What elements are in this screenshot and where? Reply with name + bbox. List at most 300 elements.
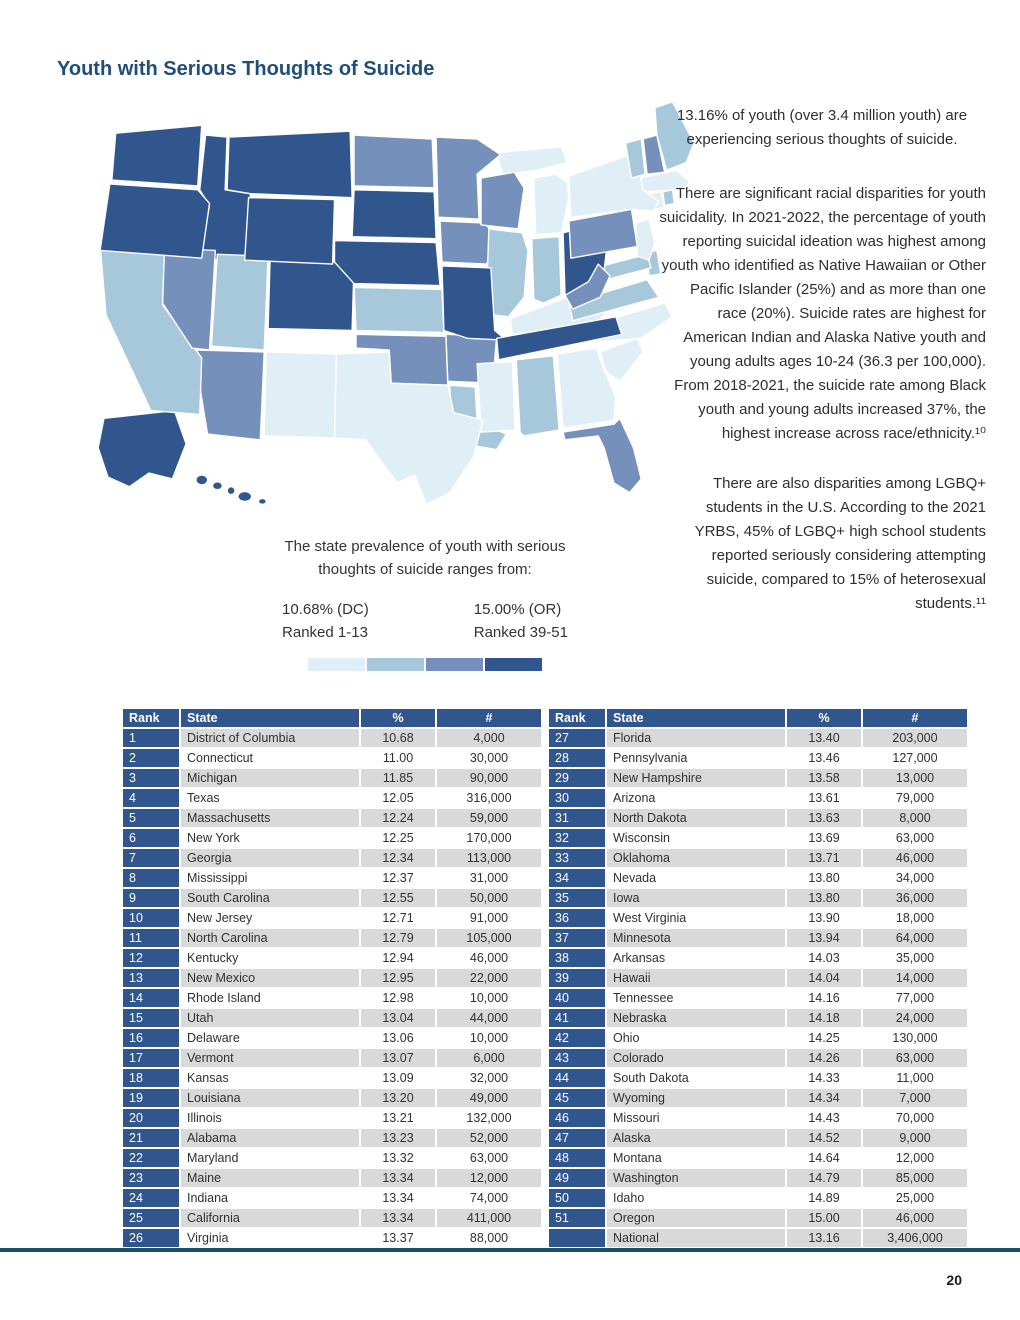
count-cell: 70,000 [862,1108,968,1128]
state-row [548,988,968,1008]
count-cell: 91,000 [436,908,542,928]
state-row [548,808,968,828]
percent-cell: 14.79 [786,1168,862,1188]
state-cell: Kansas [180,1068,360,1088]
state-cell: Pennsylvania [606,748,786,768]
state-az [194,350,264,440]
count-cell: 85,000 [862,1168,968,1188]
count-cell: 35,000 [862,948,968,968]
percent-cell: 14.89 [786,1188,862,1208]
percent-cell: 13.61 [786,788,862,808]
rank-cell: 29 [548,768,606,788]
count-cell: 113,000 [436,848,542,868]
percent-cell: 13.34 [360,1168,436,1188]
count-cell: 49,000 [436,1088,542,1108]
header-row [122,708,542,728]
state-row [548,748,968,768]
state-row [122,1048,542,1068]
state-cell: South Dakota [606,1068,786,1088]
state-cell: South Carolina [180,888,360,908]
legend-swatch [485,658,542,671]
state-cell: District of Columbia [180,728,360,748]
count-cell: 7,000 [862,1088,968,1108]
state-row [548,968,968,988]
state-cell: Hawaii [606,968,786,988]
rank-cell: 43 [548,1048,606,1068]
state-wy [245,198,335,264]
state-cell: Tennessee [606,988,786,1008]
rank-cell: 6 [122,828,180,848]
state-cell: Virginia [180,1228,360,1248]
state-row [122,1128,542,1148]
percent-cell: 12.34 [360,848,436,868]
state-cell: New Hampshire [606,768,786,788]
rank-cell: 47 [548,1128,606,1148]
lgbq-disparities-paragraph: There are also disparities among LGBQ+ students in the U.S. According to the 2021 YRBS, 45% of LGBQ+ high school students reported seriously considering attempting suicide, compared to 15% of heterosexual students.¹¹ [694,475,986,612]
state-cell: Florida [606,728,786,748]
state-row [122,848,542,868]
percent-cell: 14.34 [786,1088,862,1108]
percent-cell: 13.94 [786,928,862,948]
count-cell: 13,000 [862,768,968,788]
percent-cell: 12.71 [360,908,436,928]
column-header-state: State [606,708,786,728]
count-cell: 10,000 [436,1028,542,1048]
percent-cell: 12.25 [360,828,436,848]
range-high-label: Ranked 39-51 [473,623,568,641]
rank-cell: 9 [122,888,180,908]
state-cell: Utah [180,1008,360,1028]
map-caption: The state prevalence of youth with serious thoughts of suicide ranges from: [284,538,566,578]
state-cell: Maine [180,1168,360,1188]
map-caption-area [195,536,655,671]
range-low-label: Ranked 1-13 [282,623,368,641]
state-row [548,1028,968,1048]
map-range-low [282,599,369,644]
column-header-percent: % [360,708,436,728]
rank-cell: 14 [122,988,180,1008]
state-row [122,808,542,828]
state-cell: Missouri [606,1108,786,1128]
state-row [122,728,542,748]
rank-cell: 13 [122,968,180,988]
percent-cell: 13.16 [786,1228,862,1248]
count-cell: 170,000 [436,828,542,848]
range-low-value: 10.68% (DC) [282,601,369,618]
state-row [548,888,968,908]
count-cell: 411,000 [436,1208,542,1228]
percent-cell: 12.05 [360,788,436,808]
count-cell: 132,000 [436,1108,542,1128]
percent-cell: 13.80 [786,868,862,888]
rank-cell: 15 [122,1008,180,1028]
rank-cell: 45 [548,1088,606,1108]
percent-cell: 13.07 [360,1048,436,1068]
percent-cell: 13.71 [786,848,862,868]
state-row [548,928,968,948]
state-row [548,1188,968,1208]
state-hi [196,475,266,504]
state-cell: Indiana [180,1188,360,1208]
stat-paragraph: 13.16% of youth (over 3.4 million youth) are experiencing serious thoughts of suicide. [676,107,968,148]
percent-cell: 13.21 [360,1108,436,1128]
state-row [122,988,542,1008]
legend-swatch [426,658,483,671]
rank-cell: 51 [548,1208,606,1228]
column-header-count: # [436,708,542,728]
count-cell: 64,000 [862,928,968,948]
percent-cell: 13.34 [360,1208,436,1228]
state-row [548,1168,968,1188]
percent-cell: 12.79 [360,928,436,948]
count-cell: 63,000 [862,1048,968,1068]
count-cell: 3,406,000 [862,1228,968,1248]
rank-cell: 33 [548,848,606,868]
us-choropleth-map [55,98,700,518]
count-cell: 88,000 [436,1228,542,1248]
percent-cell: 13.90 [786,908,862,928]
rank-cell: 19 [122,1088,180,1108]
rank-cell: 18 [122,1068,180,1088]
state-cell: Vermont [180,1048,360,1068]
percent-cell: 13.46 [786,748,862,768]
rank-cell: 27 [548,728,606,748]
percent-cell: 13.69 [786,828,862,848]
state-cell: Arkansas [606,948,786,968]
state-cell: Idaho [606,1188,786,1208]
sidebar-text [658,104,986,642]
count-cell: 59,000 [436,808,542,828]
state-cell: Louisiana [180,1088,360,1108]
count-cell: 25,000 [862,1188,968,1208]
percent-cell: 11.85 [360,768,436,788]
state-row [122,1188,542,1208]
count-cell: 46,000 [862,1208,968,1228]
count-cell: 74,000 [436,1188,542,1208]
rank-cell: 16 [122,1028,180,1048]
count-cell: 105,000 [436,928,542,948]
count-cell: 90,000 [436,768,542,788]
rank-cell: 20 [122,1108,180,1128]
state-cell: Alabama [180,1128,360,1148]
state-cell: Kentucky [180,948,360,968]
rank-cell: 44 [548,1068,606,1088]
state-cell: Illinois [180,1108,360,1128]
state-nd [354,135,434,188]
state-row [122,828,542,848]
state-row [122,1088,542,1108]
percent-cell: 13.37 [360,1228,436,1248]
state-row [548,948,968,968]
state-row [122,1148,542,1168]
rank-cell: 35 [548,888,606,908]
page-title: Youth with Serious Thoughts of Suicide [57,58,435,80]
percent-cell: 13.80 [786,888,862,908]
state-row [122,928,542,948]
state-cell: Washington [606,1168,786,1188]
percent-cell: 14.04 [786,968,862,988]
rank-cell: 4 [122,788,180,808]
count-cell: 44,000 [436,1008,542,1028]
rank-cell: 1 [122,728,180,748]
count-cell: 12,000 [436,1168,542,1188]
percent-cell: 12.95 [360,968,436,988]
count-cell: 77,000 [862,988,968,1008]
state-cell: Maryland [180,1148,360,1168]
count-cell: 18,000 [862,908,968,928]
percent-cell: 13.32 [360,1148,436,1168]
state-or [100,184,209,258]
rank-cell: 23 [122,1168,180,1188]
state-cell: Wyoming [606,1088,786,1108]
count-cell: 32,000 [436,1068,542,1088]
count-cell: 127,000 [862,748,968,768]
state-row [122,948,542,968]
percent-cell: 12.94 [360,948,436,968]
percent-cell: 12.55 [360,888,436,908]
count-cell: 12,000 [862,1148,968,1168]
percent-cell: 13.20 [360,1088,436,1108]
state-cell: Colorado [606,1048,786,1068]
state-row [122,788,542,808]
rank-cell: 48 [548,1148,606,1168]
state-cell: Arizona [606,788,786,808]
count-cell: 50,000 [436,888,542,908]
column-header-state: State [180,708,360,728]
state-ia [440,221,495,264]
state-row [548,1068,968,1088]
racial-disparities-paragraph: There are significant racial disparities for youth suicidality. In 2021-2022, the percentage of youth reporting suicidal ideation was highest among youth who identified as Native Hawaiian or Other Pacific Islander (25%) and as more than one race (20%). Suicide rates are highest for American Indian and Alaska Native youth and young adults ages 10-24 (36.3 per 100,000). From 2018-2021, the suicide rate among Black youth and young adults increased 37%, the highest increase across race/ethnicity.¹⁰ [659,185,986,442]
rank-cell: 37 [548,928,606,948]
state-mt [227,131,352,197]
count-cell: 4,000 [436,728,542,748]
percent-cell: 10.68 [360,728,436,748]
rank-cell: 41 [548,1008,606,1028]
state-row [548,908,968,928]
state-fl [563,418,641,492]
percent-cell: 14.52 [786,1128,862,1148]
state-cell: Massachusetts [180,808,360,828]
state-row [548,848,968,868]
state-row [122,768,542,788]
percent-cell: 15.00 [786,1208,862,1228]
state-row [122,1228,542,1248]
legend-swatch [367,658,424,671]
rank-cell: 5 [122,808,180,828]
state-row [548,728,968,748]
legend-swatch [308,658,365,671]
state-cell: Montana [606,1148,786,1168]
count-cell: 24,000 [862,1008,968,1028]
state-row [122,1068,542,1088]
count-cell: 31,000 [436,868,542,888]
state-row [122,888,542,908]
state-row [548,868,968,888]
rank-cell: 21 [122,1128,180,1148]
rank-cell: 28 [548,748,606,768]
percent-cell: 11.00 [360,748,436,768]
column-header-count: # [862,708,968,728]
state-row [548,1088,968,1108]
state-cell: Nebraska [606,1008,786,1028]
state-wa [112,125,202,186]
state-row [122,968,542,988]
state-ut [211,254,268,350]
state-cell: Georgia [180,848,360,868]
state-row [122,908,542,928]
percent-cell: 13.58 [786,768,862,788]
page-number: 20 [946,1272,962,1288]
rank-cell: 24 [122,1188,180,1208]
percent-cell: 13.09 [360,1068,436,1088]
state-cell: New Jersey [180,908,360,928]
state-cell: Wisconsin [606,828,786,848]
state-row [548,768,968,788]
rank-cell: 39 [548,968,606,988]
state-cell: Rhode Island [180,988,360,1008]
state-cell: Iowa [606,888,786,908]
state-cell: North Dakota [606,808,786,828]
state-row [122,748,542,768]
state-co [268,260,354,330]
rank-cell: 49 [548,1168,606,1188]
state-row [548,788,968,808]
column-header-rank: Rank [122,708,180,728]
map-legend [195,658,655,671]
state-ks [354,287,444,332]
state-in [532,237,561,303]
rank-cell: 12 [122,948,180,968]
map-section [55,98,700,671]
header-row [548,708,968,728]
state-row [548,1148,968,1168]
state-row [122,868,542,888]
state-rank-table-left [122,708,542,1248]
state-rank-table-right [548,708,968,1248]
percent-cell: 14.43 [786,1108,862,1128]
percent-cell: 14.16 [786,988,862,1008]
state-cell: Delaware [180,1028,360,1048]
rank-cell: 26 [122,1228,180,1248]
rank-cell: 40 [548,988,606,1008]
rank-cell [548,1228,606,1248]
state-cell: Minnesota [606,928,786,948]
count-cell: 46,000 [862,848,968,868]
count-cell: 79,000 [862,788,968,808]
state-nm [264,352,336,438]
state-cell: Alaska [606,1128,786,1148]
state-row [122,1008,542,1028]
state-row [122,1208,542,1228]
rank-cell: 2 [122,748,180,768]
state-ne [335,241,440,286]
state-al [516,356,559,436]
percent-cell: 13.34 [360,1188,436,1208]
rank-cell: 31 [548,808,606,828]
rank-cell: 42 [548,1028,606,1048]
rank-cell: 22 [122,1148,180,1168]
rank-cell: 30 [548,788,606,808]
rank-cell: 10 [122,908,180,928]
rank-cell: 50 [548,1188,606,1208]
column-header-percent: % [786,708,862,728]
state-ak [98,411,186,487]
percent-cell: 13.04 [360,1008,436,1028]
rank-cell: 25 [122,1208,180,1228]
percent-cell: 13.06 [360,1028,436,1048]
percent-cell: 14.33 [786,1068,862,1088]
count-cell: 22,000 [436,968,542,988]
map-range-high [474,599,568,644]
count-cell: 316,000 [436,788,542,808]
state-cell: Texas [180,788,360,808]
state-cell: Ohio [606,1028,786,1048]
state-cell: Mississippi [180,868,360,888]
map-range-row [195,599,655,644]
percent-cell: 12.98 [360,988,436,1008]
count-cell: 46,000 [436,948,542,968]
state-row [122,1168,542,1188]
percent-cell: 12.37 [360,868,436,888]
percent-cell: 12.24 [360,808,436,828]
state-row [548,1048,968,1068]
rank-cell: 17 [122,1048,180,1068]
state-row [548,828,968,848]
count-cell: 10,000 [436,988,542,1008]
count-cell: 36,000 [862,888,968,908]
state-cell: Oklahoma [606,848,786,868]
count-cell: 63,000 [862,828,968,848]
count-cell: 6,000 [436,1048,542,1068]
count-cell: 11,000 [862,1068,968,1088]
percent-cell: 14.03 [786,948,862,968]
rank-cell: 8 [122,868,180,888]
state-cell: Oregon [606,1208,786,1228]
state-cell: National [606,1228,786,1248]
state-cell: Michigan [180,768,360,788]
count-cell: 130,000 [862,1028,968,1048]
count-cell: 63,000 [436,1148,542,1168]
column-header-rank: Rank [548,708,606,728]
state-cell: California [180,1208,360,1228]
percent-cell: 14.18 [786,1008,862,1028]
percent-cell: 13.23 [360,1128,436,1148]
percent-cell: 14.64 [786,1148,862,1168]
rank-cell: 36 [548,908,606,928]
count-cell: 34,000 [862,868,968,888]
state-cell: North Carolina [180,928,360,948]
state-cell: West Virginia [606,908,786,928]
rank-cell: 3 [122,768,180,788]
count-cell: 9,000 [862,1128,968,1148]
state-row [122,1028,542,1048]
state-row [548,1208,968,1228]
range-high-value: 15.00% (OR) [473,601,562,618]
rank-cell: 46 [548,1108,606,1128]
rank-cell: 11 [122,928,180,948]
rank-cell: 38 [548,948,606,968]
state-row [122,1108,542,1128]
state-cell: Nevada [606,868,786,888]
rank-cell: 32 [548,828,606,848]
state-row [548,1008,968,1028]
count-cell: 203,000 [862,728,968,748]
percent-cell: 14.25 [786,1028,862,1048]
state-row [548,1108,968,1128]
percent-cell: 13.63 [786,808,862,828]
state-row [548,1128,968,1148]
national-row [548,1228,968,1248]
